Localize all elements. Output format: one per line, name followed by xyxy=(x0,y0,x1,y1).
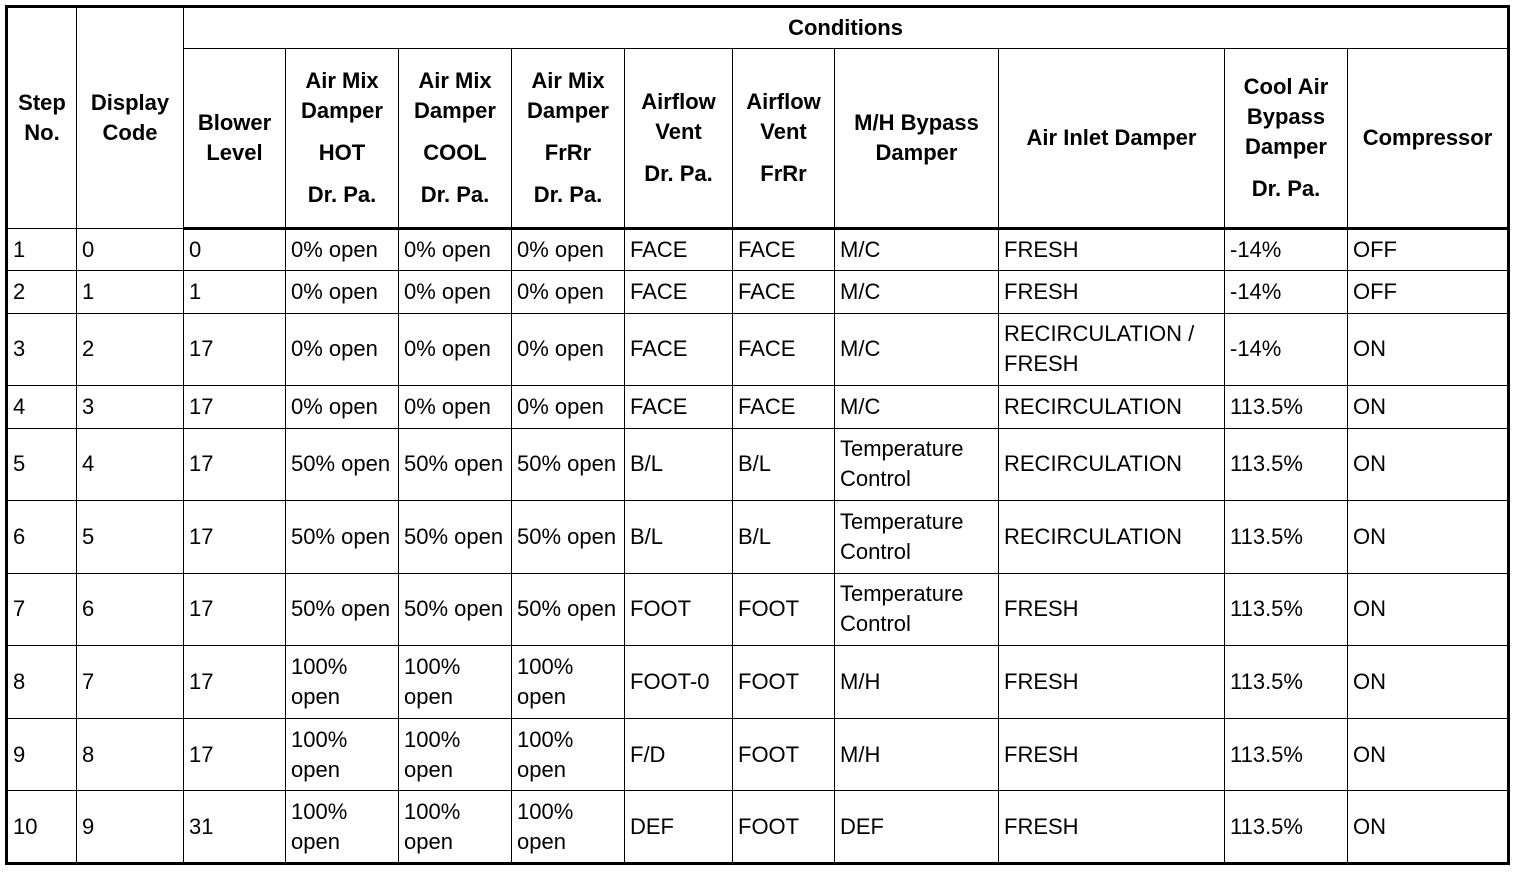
cell-air-inlet-damper: FRESH xyxy=(999,573,1225,646)
cell-airflow-vent-frrr: FOOT xyxy=(733,791,835,864)
cell-mh-bypass-damper: Temperature Control xyxy=(835,501,999,574)
cell-air-mix-frrr: 50% open xyxy=(512,501,625,574)
cell-air-mix-frrr: 0% open xyxy=(512,313,625,386)
cell-air-mix-hot: 100% open xyxy=(286,791,399,864)
cell-air-mix-cool: 0% open xyxy=(399,386,512,428)
cell-air-inlet-damper: RECIRCULATION xyxy=(999,501,1225,574)
cell-compressor: ON xyxy=(1348,718,1509,791)
cell-step-no: 3 xyxy=(7,313,77,386)
cell-cool-air-bypass-damper: 113.5% xyxy=(1225,386,1348,428)
cell-air-mix-cool: 100% open xyxy=(399,718,512,791)
cell-air-mix-frrr: 100% open xyxy=(512,646,625,719)
cell-mh-bypass-damper: M/H xyxy=(835,718,999,791)
cell-air-mix-hot: 100% open xyxy=(286,718,399,791)
cell-air-mix-hot: 100% open xyxy=(286,646,399,719)
cell-air-mix-hot: 50% open xyxy=(286,501,399,574)
cell-airflow-vent-frrr: B/L xyxy=(733,501,835,574)
cell-air-inlet-damper: FRESH xyxy=(999,271,1225,313)
header-conditions: Conditions xyxy=(184,7,1509,49)
cell-airflow-vent-frrr: FOOT xyxy=(733,646,835,719)
table-row xyxy=(7,386,1509,428)
cell-step-no: 2 xyxy=(7,271,77,313)
cell-blower-level: 17 xyxy=(184,646,286,719)
cell-cool-air-bypass-damper: -14% xyxy=(1225,313,1348,386)
cell-blower-level: 17 xyxy=(184,313,286,386)
cell-air-mix-hot: 0% open xyxy=(286,229,399,271)
cell-display-code: 0 xyxy=(77,229,184,271)
table-row xyxy=(7,313,1509,386)
table-row xyxy=(7,501,1509,574)
cell-compressor: ON xyxy=(1348,313,1509,386)
cell-airflow-vent-drpa: FACE xyxy=(625,386,733,428)
conditions-table xyxy=(5,5,1510,865)
cell-airflow-vent-frrr: FACE xyxy=(733,229,835,271)
cell-air-mix-frrr: 0% open xyxy=(512,386,625,428)
cell-airflow-vent-drpa: B/L xyxy=(625,428,733,501)
cell-air-mix-hot: 0% open xyxy=(286,271,399,313)
header-airflow-vent-drpa: Airflow Vent Dr. Pa. xyxy=(625,49,733,229)
cell-air-inlet-damper: RECIRCULATION xyxy=(999,428,1225,501)
header-cool-air-bypass-damper: Cool Air Bypass Damper Dr. Pa. xyxy=(1225,49,1348,229)
cell-airflow-vent-drpa: F/D xyxy=(625,718,733,791)
cell-mh-bypass-damper: Temperature Control xyxy=(835,428,999,501)
cell-step-no: 10 xyxy=(7,791,77,864)
cell-step-no: 9 xyxy=(7,718,77,791)
cell-display-code: 5 xyxy=(77,501,184,574)
cell-blower-level: 17 xyxy=(184,428,286,501)
cell-air-inlet-damper: RECIRCULATION / FRESH xyxy=(999,313,1225,386)
cell-air-mix-hot: 0% open xyxy=(286,313,399,386)
cell-blower-level: 17 xyxy=(184,501,286,574)
cell-air-mix-frrr: 100% open xyxy=(512,791,625,864)
cell-display-code: 8 xyxy=(77,718,184,791)
cell-air-mix-cool: 0% open xyxy=(399,229,512,271)
cell-cool-air-bypass-damper: 113.5% xyxy=(1225,501,1348,574)
cell-airflow-vent-drpa: B/L xyxy=(625,501,733,574)
table-row xyxy=(7,646,1509,719)
cell-cool-air-bypass-damper: 113.5% xyxy=(1225,573,1348,646)
cell-mh-bypass-damper: M/C xyxy=(835,313,999,386)
cell-step-no: 1 xyxy=(7,229,77,271)
cell-air-inlet-damper: FRESH xyxy=(999,791,1225,864)
header-mh-bypass-damper: M/H Bypass Damper xyxy=(835,49,999,229)
table-row xyxy=(7,573,1509,646)
cell-step-no: 6 xyxy=(7,501,77,574)
cell-air-mix-cool: 50% open xyxy=(399,573,512,646)
cell-mh-bypass-damper: M/C xyxy=(835,271,999,313)
cell-blower-level: 17 xyxy=(184,718,286,791)
cell-mh-bypass-damper: DEF xyxy=(835,791,999,864)
cell-cool-air-bypass-damper: -14% xyxy=(1225,229,1348,271)
cell-air-inlet-damper: RECIRCULATION xyxy=(999,386,1225,428)
cell-display-code: 9 xyxy=(77,791,184,864)
cell-mh-bypass-damper: M/H xyxy=(835,646,999,719)
cell-air-inlet-damper: FRESH xyxy=(999,718,1225,791)
cell-compressor: ON xyxy=(1348,646,1509,719)
cell-display-code: 6 xyxy=(77,573,184,646)
cell-blower-level: 31 xyxy=(184,791,286,864)
cell-compressor: OFF xyxy=(1348,271,1509,313)
table-row xyxy=(7,718,1509,791)
cell-airflow-vent-frrr: FOOT xyxy=(733,718,835,791)
cell-air-mix-cool: 50% open xyxy=(399,501,512,574)
header-air-mix-frrr: Air Mix Damper FrRr Dr. Pa. xyxy=(512,49,625,229)
cell-blower-level: 17 xyxy=(184,573,286,646)
cell-compressor: OFF xyxy=(1348,229,1509,271)
cell-air-mix-hot: 0% open xyxy=(286,386,399,428)
cell-blower-level: 0 xyxy=(184,229,286,271)
header-row-conditions xyxy=(7,7,1509,49)
cell-step-no: 4 xyxy=(7,386,77,428)
header-blower-level: Blower Level xyxy=(184,49,286,229)
cell-airflow-vent-drpa: FOOT xyxy=(625,573,733,646)
cell-airflow-vent-frrr: FOOT xyxy=(733,573,835,646)
header-compressor: Compressor xyxy=(1348,49,1509,229)
cell-air-mix-frrr: 100% open xyxy=(512,718,625,791)
cell-air-mix-cool: 0% open xyxy=(399,271,512,313)
cell-compressor: ON xyxy=(1348,501,1509,574)
cell-compressor: ON xyxy=(1348,428,1509,501)
table-row xyxy=(7,271,1509,313)
cell-air-inlet-damper: FRESH xyxy=(999,646,1225,719)
cell-compressor: ON xyxy=(1348,386,1509,428)
cell-air-mix-cool: 100% open xyxy=(399,646,512,719)
cell-mh-bypass-damper: Temperature Control xyxy=(835,573,999,646)
table-row xyxy=(7,229,1509,271)
cell-step-no: 8 xyxy=(7,646,77,719)
cell-blower-level: 17 xyxy=(184,386,286,428)
cell-air-mix-cool: 100% open xyxy=(399,791,512,864)
cell-air-mix-frrr: 50% open xyxy=(512,573,625,646)
cell-airflow-vent-drpa: DEF xyxy=(625,791,733,864)
cell-airflow-vent-drpa: FACE xyxy=(625,229,733,271)
header-air-mix-hot: Air Mix Damper HOT Dr. Pa. xyxy=(286,49,399,229)
header-air-inlet-damper: Air Inlet Damper xyxy=(999,49,1225,229)
cell-air-inlet-damper: FRESH xyxy=(999,229,1225,271)
cell-airflow-vent-frrr: FACE xyxy=(733,386,835,428)
cell-display-code: 1 xyxy=(77,271,184,313)
cell-air-mix-frrr: 50% open xyxy=(512,428,625,501)
header-airflow-vent-frrr: Airflow Vent FrRr xyxy=(733,49,835,229)
cell-airflow-vent-drpa: FACE xyxy=(625,271,733,313)
conditions-table-container xyxy=(5,5,1507,865)
cell-air-mix-cool: 0% open xyxy=(399,313,512,386)
cell-air-mix-frrr: 0% open xyxy=(512,271,625,313)
header-row-columns xyxy=(7,49,1509,229)
cell-air-mix-hot: 50% open xyxy=(286,573,399,646)
cell-cool-air-bypass-damper: 113.5% xyxy=(1225,718,1348,791)
cell-mh-bypass-damper: M/C xyxy=(835,229,999,271)
cell-display-code: 3 xyxy=(77,386,184,428)
header-display-code: Display Code xyxy=(77,7,184,229)
cell-compressor: ON xyxy=(1348,573,1509,646)
cell-compressor: ON xyxy=(1348,791,1509,864)
cell-step-no: 7 xyxy=(7,573,77,646)
cell-air-mix-frrr: 0% open xyxy=(512,229,625,271)
cell-air-mix-cool: 50% open xyxy=(399,428,512,501)
cell-cool-air-bypass-damper: 113.5% xyxy=(1225,646,1348,719)
cell-airflow-vent-drpa: FOOT-0 xyxy=(625,646,733,719)
cell-step-no: 5 xyxy=(7,428,77,501)
cell-mh-bypass-damper: M/C xyxy=(835,386,999,428)
cell-airflow-vent-frrr: FACE xyxy=(733,313,835,386)
cell-display-code: 7 xyxy=(77,646,184,719)
cell-cool-air-bypass-damper: 113.5% xyxy=(1225,428,1348,501)
cell-display-code: 4 xyxy=(77,428,184,501)
cell-display-code: 2 xyxy=(77,313,184,386)
header-step-no: Step No. xyxy=(7,7,77,229)
header-air-mix-cool: Air Mix Damper COOL Dr. Pa. xyxy=(399,49,512,229)
cell-airflow-vent-drpa: FACE xyxy=(625,313,733,386)
cell-cool-air-bypass-damper: 113.5% xyxy=(1225,791,1348,864)
table-row xyxy=(7,791,1509,864)
cell-airflow-vent-frrr: FACE xyxy=(733,271,835,313)
table-row xyxy=(7,428,1509,501)
cell-air-mix-hot: 50% open xyxy=(286,428,399,501)
cell-airflow-vent-frrr: B/L xyxy=(733,428,835,501)
cell-cool-air-bypass-damper: -14% xyxy=(1225,271,1348,313)
cell-blower-level: 1 xyxy=(184,271,286,313)
